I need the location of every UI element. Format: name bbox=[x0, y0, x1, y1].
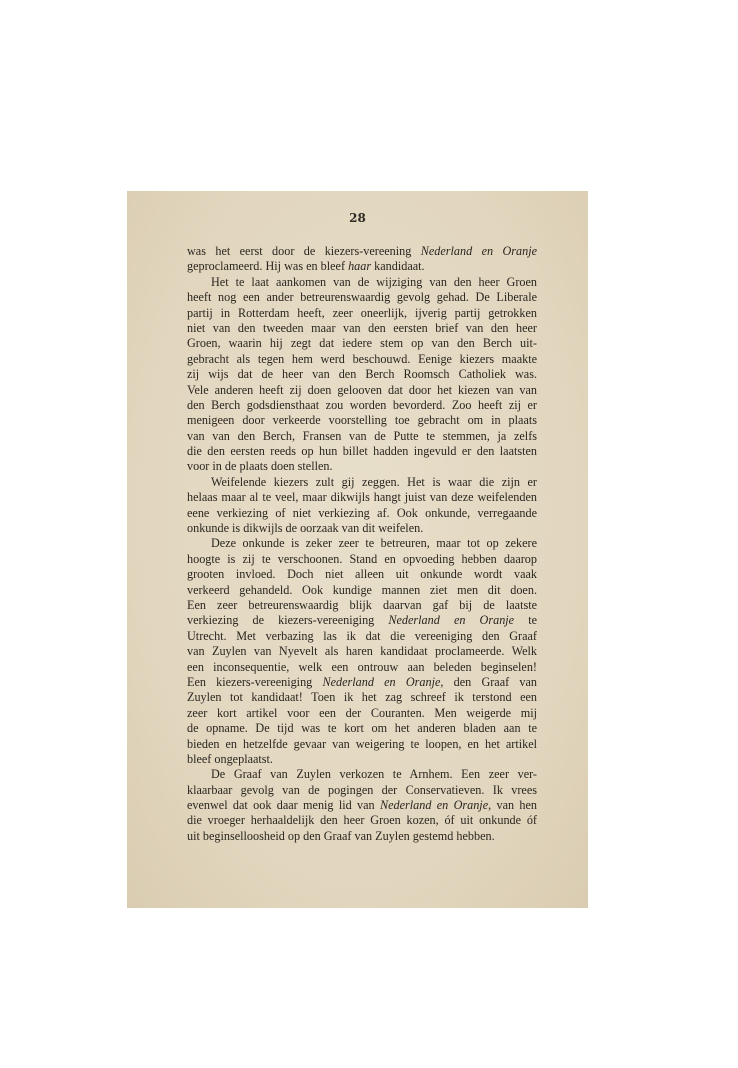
text-line: zeer kort artikel voor een der Couranten. Men weigerde mij bbox=[187, 705, 537, 720]
text-line: Utrecht. Met verbazing las ik dat die vereeniging den Graaf bbox=[187, 628, 537, 643]
text-line: voor in de plaats doen stellen. bbox=[187, 459, 333, 474]
text-line: partij in Rotterdam heeft, zeer oneerlijk, ijverig partij getrokken bbox=[187, 305, 537, 320]
text-line: bieden en hetzelfde gevaar van weigering te loopen, en het artikel bbox=[187, 736, 537, 751]
text-line: uit beginselloosheid op den Graaf van Zuylen gestemd hebben. bbox=[187, 828, 495, 843]
text-line: gebracht als tegen hem werd beschouwd. Eenige kiezers maakte bbox=[187, 351, 537, 366]
text-line: onkunde is dikwijls de oorzaak van dit weifelen. bbox=[187, 521, 424, 536]
text-line: menigeen door verkeerde voorstelling toe gebracht om in plaats bbox=[187, 413, 537, 428]
text-line: van van den Berch, Fransen van de Putte te stemmen, ja zelfs bbox=[187, 428, 537, 443]
text-line: evenwel dat ook daar menig lid van Nederland en Oranje, van hen bbox=[187, 798, 538, 813]
text-line: Een kiezers-vereeniging Nederland en Oranje, den Graaf van bbox=[187, 674, 537, 689]
text-line: den Berch godsdiensthaat zou worden bevorderd. Zoo heeft zij er bbox=[187, 397, 537, 412]
text-line: de opname. De tijd was te kort om het anderen bladen aan te bbox=[187, 721, 537, 736]
text-line: De Graaf van Zuylen verkozen te Arnhem. Een zeer ver- bbox=[211, 767, 537, 782]
text-line: Deze onkunde is zeker zeer te betreuren, maar tot op zekere bbox=[211, 536, 537, 551]
text-line: die den eersten reeds op hun billet hadden ingevuld er den laatsten bbox=[187, 444, 537, 459]
text-line: verkiezing de kiezers-vereeniging Nederland en Oranje te bbox=[187, 613, 538, 628]
text-line: heeft nog een ander betreurenswaardig gevolg gehad. De Liberale bbox=[187, 290, 537, 305]
body-text bbox=[187, 244, 537, 844]
text-line: Zuylen tot kandidaat! Toen ik het zag schreef ik terstond een bbox=[187, 690, 537, 705]
text-line: grooten invloed. Doch niet alleen uit onkunde wordt vaak bbox=[187, 567, 537, 582]
text-line: geproclameerd. Hij was en bleef haar kandidaat. bbox=[187, 259, 425, 274]
text-line: van Zuylen van Nyevelt als haren kandidaat proclameerde. Welk bbox=[187, 644, 537, 659]
scanned-page bbox=[127, 191, 588, 908]
text-line: bleef ongeplaatst. bbox=[187, 751, 273, 766]
text-line: Een zeer betreurenswaardig blijk daarvan gaf bij de laatste bbox=[187, 597, 537, 612]
text-line: zij wijs dat de heer van den Berch Roomsch Catholiek was. bbox=[187, 367, 537, 382]
text-line: hoogte is zij te verschoonen. Stand en opvoeding hebben daarop bbox=[187, 551, 537, 566]
text-line: niet van den tweeden maar van den eersten brief van den heer bbox=[187, 320, 537, 335]
text-line: die vroeger herhaaldelijk den heer Groen kozen, óf uit onkunde óf bbox=[187, 813, 537, 828]
text-line: een inconsequentie, welk een ontrouw aan beleden beginselen! bbox=[187, 659, 537, 674]
text-line: verkeerd gehandeld. Ook kundige mannen ziet men dit doen. bbox=[187, 582, 537, 597]
text-line: helaas maar al te veel, maar dikwijls hangt juist van deze weifelenden bbox=[187, 490, 537, 505]
text-line: eene verkiezing of niet verkiezing af. Ook onkunde, verregaande bbox=[187, 505, 537, 520]
page-number: 28 bbox=[349, 211, 366, 225]
text-line: Het te laat aankomen van de wijziging van den heer Groen bbox=[211, 274, 537, 289]
text-line: Vele anderen heeft zij doen gelooven dat door het kiezen van van bbox=[187, 382, 537, 397]
text-line: klaarbaar gevolg van de pogingen der Conservatieven. Ik vrees bbox=[187, 782, 537, 797]
text-line: Groen, waarin hij zegt dat iedere stem op van den Berch uit- bbox=[187, 336, 537, 351]
text-line: was het eerst door de kiezers-vereening Nederland en Oranje bbox=[187, 244, 538, 258]
text-line: Weifelende kiezers zult gij zeggen. Het is waar die zijn er bbox=[211, 474, 537, 489]
